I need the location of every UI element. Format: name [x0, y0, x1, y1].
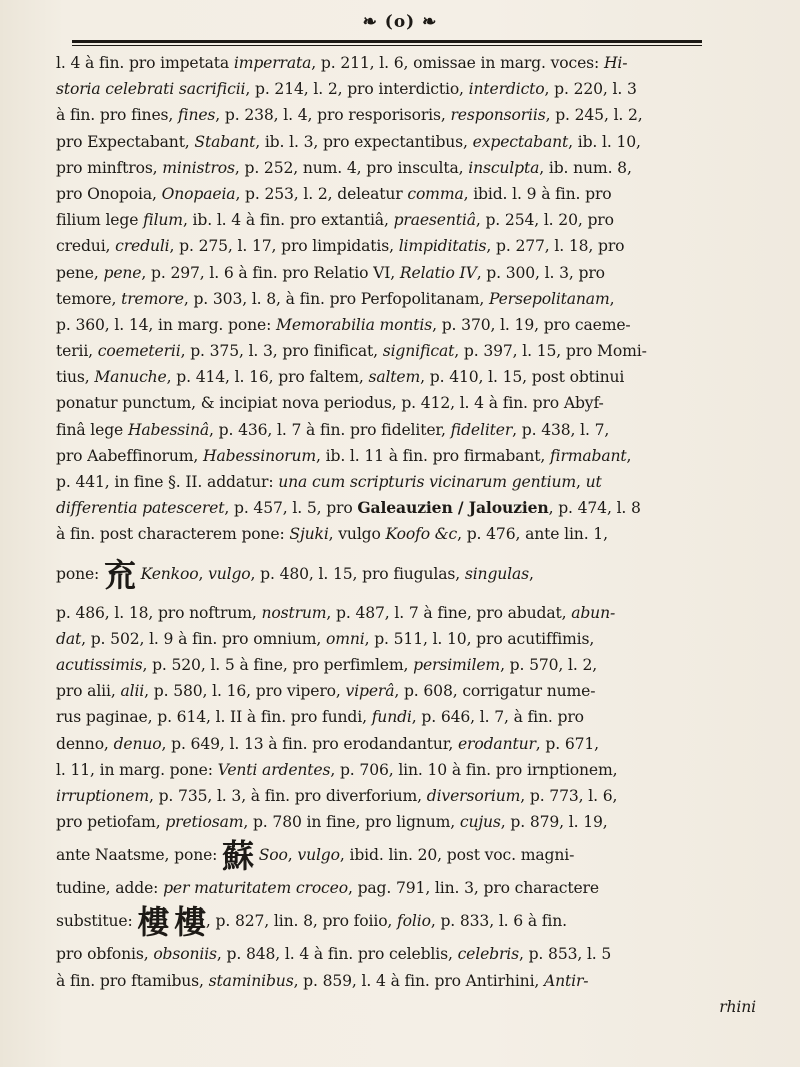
text-segment: , pag. 791, lin. 3, pro charactere: [347, 879, 599, 898]
italic-correction: Memorabilia montis: [276, 315, 433, 334]
text-segment: , p. 245, l. 2,: [545, 106, 643, 125]
text-segment: , p. 436, l. 7 à fin. pro fideliter,: [209, 420, 451, 439]
italic-correction: abun-: [571, 603, 616, 622]
italic-correction: fideliter: [450, 420, 513, 439]
text-segment: , ib. l. 11 à fin. pro firmabant,: [316, 446, 550, 465]
italic-correction: denuo: [113, 734, 162, 753]
text-segment: pone:: [56, 564, 104, 583]
text-segment: , p. 238, l. 4, pro resporisoris,: [215, 106, 451, 125]
italic-correction: omni: [325, 629, 365, 648]
text-segment: , p. 502, l. 9 à fin. pro omnium,: [81, 629, 326, 648]
chinese-character-glyph: 蘇: [222, 837, 254, 876]
text-segment: pro alii,: [56, 682, 121, 701]
text-segment: finâ lege: [56, 420, 128, 439]
italic-correction: pretiosam: [165, 813, 244, 832]
text-segment: temore,: [56, 289, 122, 308]
text-segment: , p. 833, l. 6 à fin.: [430, 912, 567, 931]
text-line: [56, 443, 756, 469]
text-line: [56, 678, 756, 704]
text-segment: pro Expectabant,: [56, 132, 195, 151]
text-segment: , p. 211, l. 6, omissae in marg. voces:: [311, 54, 604, 72]
text-segment: , p. 671,: [535, 734, 599, 753]
italic-correction: cujus: [459, 813, 501, 832]
text-line: [56, 390, 756, 416]
italic-correction: irruptionem: [56, 786, 149, 805]
italic-correction: rhini: [719, 997, 756, 1016]
text-segment: , p. 773, l. 6,: [520, 786, 618, 805]
chinese-character-glyph: 樓: [174, 903, 206, 942]
text-segment: , p. 457, l. 5, pro: [224, 499, 358, 518]
text-segment: l. 4 à fin. pro impetata: [56, 54, 234, 72]
chinese-character-glyph: 樓: [137, 903, 170, 942]
text-segment: , p. 300, l. 3, pro: [476, 263, 605, 282]
text-line: [56, 495, 756, 521]
text-segment: ,: [626, 446, 632, 465]
italic-correction: dat: [56, 629, 82, 648]
text-segment: pro minftros,: [56, 158, 163, 177]
text-segment: , p. 487, l. 7 à fine, pro abudat,: [326, 603, 572, 622]
text-line: [56, 417, 756, 443]
italic-correction: Manuche: [94, 368, 167, 387]
italic-correction: celebris: [457, 945, 519, 964]
text-line: [56, 469, 756, 495]
italic-correction: Soo: [258, 846, 288, 865]
italic-correction: Hi-: [603, 54, 628, 72]
italic-correction: saltem: [368, 368, 421, 387]
text-segment: , ibid. lin. 20, post voc. magni-: [339, 846, 575, 865]
text-segment: , p. 303, l. 8, à fin. pro Perfopolitanam,: [183, 289, 489, 308]
text-segment: , p. 370, l. 19, pro caeme-: [432, 315, 631, 334]
text-line: [56, 757, 756, 783]
text-segment: , p. 827, lin. 8, pro foiio,: [205, 912, 398, 931]
text-segment: , p. 414, l. 16, pro faltem,: [166, 368, 369, 387]
text-line: [56, 364, 756, 390]
text-segment: , p. 474, l. 8: [548, 499, 641, 518]
text-segment: , ibid. l. 9 à fin. pro: [463, 184, 612, 203]
italic-correction: praesentiâ: [393, 211, 476, 230]
text-segment: , ib. l. 10,: [568, 132, 641, 151]
text-line: [56, 233, 756, 259]
italic-correction: differentia patesceret: [56, 499, 225, 518]
text-segment: l. 11, in marg. pone:: [56, 760, 218, 779]
text-line: [56, 652, 756, 678]
text-segment: , p. 375, l. 3, pro finificat,: [180, 342, 383, 361]
text-line: [56, 600, 756, 626]
chinese-character-glyph: 㐬: [103, 555, 136, 594]
text-segment: , p. 397, l. 15, pro Momi-: [454, 342, 647, 361]
text-line: [56, 338, 756, 364]
italic-correction: interdicto: [468, 80, 545, 99]
italic-correction: comma: [407, 184, 464, 203]
header-rule: [72, 40, 702, 43]
header-ornament: ❧ (o) ❧: [362, 12, 438, 32]
text-segment: p. 486, l. 18, pro noftrum,: [56, 603, 262, 622]
text-segment: ,: [529, 564, 534, 583]
text-line: [56, 809, 756, 835]
text-segment: , p. 859, l. 4 à fin. pro Antirhini,: [293, 971, 545, 990]
text-line: [56, 835, 756, 875]
text-segment: pro Onopoia,: [56, 184, 162, 203]
italic-correction: expectabant: [472, 132, 569, 151]
text-segment: , p. 476, ante lin. 1,: [457, 525, 608, 544]
italic-correction: folio: [397, 912, 431, 931]
text-segment: à fin. pro fines,: [56, 106, 178, 125]
italic-correction: filum: [143, 211, 183, 230]
italic-correction: Onopaeia: [161, 184, 236, 203]
italic-correction: Venti ardentes: [217, 760, 331, 779]
text-line: [56, 941, 756, 967]
italic-correction: vulgo: [297, 846, 340, 865]
text-segment: , ib. l. 4 à fin. pro extantiâ,: [182, 211, 394, 230]
italic-correction: tremore: [121, 289, 184, 308]
italic-correction: Antir-: [544, 971, 589, 990]
text-line: [56, 626, 756, 652]
text-segment: , p. 520, l. 5 à fine, pro perfimlem,: [142, 655, 414, 674]
italic-correction: imperrata: [233, 54, 312, 72]
text-segment: ,: [576, 473, 586, 491]
text-segment: , p. 275, l. 17, pro limpidatis,: [169, 237, 399, 256]
text-line: [56, 102, 756, 128]
text-segment: substitue:: [56, 912, 138, 931]
text-line: [56, 50, 756, 76]
italic-correction: Kenkoo: [140, 564, 199, 583]
italic-correction: Relatio IV: [399, 263, 477, 282]
italic-correction: nostrum: [261, 603, 327, 622]
text-segment: pene,: [56, 263, 104, 282]
italic-correction: Sjuki: [289, 525, 329, 544]
text-line: [56, 704, 756, 730]
italic-correction: storia celebrati sacrificii: [56, 80, 246, 99]
text-line: [56, 129, 756, 155]
text-line: [56, 521, 756, 547]
gothic-text: Galeauzien / Jalouzien: [357, 498, 549, 518]
text-segment: , p. 780 in fine, pro lignum,: [243, 813, 460, 832]
errata-text: [56, 50, 756, 1020]
page-header: [0, 6, 800, 36]
italic-correction: firmabant: [549, 446, 627, 465]
italic-correction: Stabant: [194, 132, 256, 151]
text-segment: tudine, adde:: [56, 879, 164, 898]
text-line: [56, 76, 756, 102]
text-segment: , p. 438, l. 7,: [512, 420, 610, 439]
text-segment: , p. 570, l. 2,: [500, 655, 598, 674]
text-segment: , p. 649, l. 13 à fin. pro erodandantur,: [161, 734, 458, 753]
text-line: [56, 731, 756, 757]
text-segment: rus paginae, p. 614, l. II à fin. pro fundi,: [56, 708, 372, 727]
text-segment: , ib. l. 3, pro expectantibus,: [255, 132, 473, 151]
text-segment: , p. 511, l. 10, pro acutiffimis,: [364, 629, 595, 648]
italic-correction: staminibus: [208, 971, 294, 990]
italic-correction: acutissimis: [56, 655, 143, 674]
text-line: [56, 548, 756, 600]
text-line: [56, 286, 756, 312]
text-segment: filium lege: [56, 211, 144, 230]
text-line: [56, 155, 756, 181]
text-segment: p. 360, l. 14, in marg. pone:: [56, 315, 277, 334]
italic-correction: una cum scripturis vicinarum gentium: [278, 473, 576, 491]
text-segment: à fin. post characterem pone:: [56, 525, 290, 544]
text-segment: à fin. pro ftamibus,: [56, 971, 209, 990]
italic-correction: alii: [120, 682, 145, 701]
italic-correction: responsoriis: [450, 106, 546, 125]
text-segment: , vulgo: [328, 525, 386, 544]
text-segment: tius,: [56, 368, 95, 387]
text-segment: , p. 254, l. 20, pro: [475, 211, 614, 230]
text-segment: , p. 252, num. 4, pro insculta,: [234, 158, 469, 177]
text-segment: , ib. num. 8,: [539, 158, 632, 177]
text-line: [56, 181, 756, 207]
italic-correction: persimilem: [413, 655, 501, 674]
text-segment: , p. 608, corrigatur nume-: [394, 682, 596, 701]
text-line: [56, 901, 756, 941]
italic-correction: Habessinâ: [127, 420, 210, 439]
text-line: [56, 875, 756, 901]
text-line: [56, 968, 756, 994]
text-segment: , p. 480, l. 15, pro fiugulas,: [250, 564, 465, 583]
text-segment: , p. 853, l. 5: [518, 945, 612, 964]
italic-correction: significat: [382, 342, 455, 361]
italic-correction: Habessinorum: [203, 446, 317, 465]
italic-correction: pene: [103, 263, 142, 282]
text-segment: pro obfonis,: [56, 945, 154, 964]
text-segment: , p. 735, l. 3, à fin. pro diverforium,: [148, 786, 427, 805]
text-segment: , p. 706, lin. 10 à fin. pro irnptionem,: [330, 760, 618, 779]
text-segment: , p. 253, l. 2, deleatur: [235, 184, 408, 203]
text-segment: ,: [198, 564, 209, 583]
italic-correction: vulgo: [208, 564, 251, 583]
italic-correction: coemeterii: [97, 342, 181, 361]
text-segment: , p. 277, l. 18, pro: [486, 237, 625, 256]
text-segment: p. 441, in fine §. II. addatur:: [56, 473, 279, 491]
text-segment: pro petiofam,: [56, 813, 166, 832]
italic-correction: fundi: [371, 708, 412, 727]
text-segment: , p. 879, l. 19,: [500, 813, 608, 832]
header-rule-thin: [72, 45, 702, 46]
text-line: [56, 994, 756, 1020]
italic-correction: limpiditatis: [398, 237, 487, 256]
italic-correction: fines: [178, 106, 216, 125]
text-segment: , p. 220, l. 3: [544, 80, 637, 99]
text-segment: , p. 410, l. 15, post obtinui: [420, 368, 625, 387]
italic-correction: obsoniis: [153, 945, 217, 964]
italic-correction: erodantur: [457, 734, 536, 753]
text-line: [56, 207, 756, 233]
italic-correction: Koofo &c: [385, 525, 458, 544]
text-segment: , p. 646, l. 7, à fin. pro: [411, 708, 584, 727]
text-segment: , p. 580, l. 16, pro vipero,: [144, 682, 346, 701]
text-segment: ,: [287, 846, 298, 865]
text-line: [56, 312, 756, 338]
italic-correction: singulas: [464, 564, 530, 583]
italic-correction: ut: [585, 473, 602, 491]
italic-correction: insculpta: [468, 158, 540, 177]
text-segment: denno,: [56, 734, 114, 753]
text-segment: , p. 214, l. 2, pro interdictio,: [245, 80, 469, 99]
text-segment: ante Naatsme, pone:: [56, 846, 223, 865]
italic-correction: Persepolitanam: [488, 289, 610, 308]
italic-correction: diversorium: [426, 786, 521, 805]
text-segment: , p. 297, l. 6 à fin. pro Relatio VI,: [141, 263, 400, 282]
text-segment: ponatur punctum, & incipiat nova periodus, p. 412, l. 4 à fin. pro Abyf-: [56, 394, 604, 413]
text-segment: ,: [609, 289, 615, 308]
italic-correction: viperâ: [345, 682, 395, 701]
text-segment: terii,: [56, 342, 98, 361]
italic-correction: ministros: [162, 158, 235, 177]
italic-correction: creduli: [115, 237, 170, 256]
italic-correction: per maturitatem croceo: [163, 879, 348, 898]
text-segment: credui,: [56, 237, 116, 256]
text-line: [56, 260, 756, 286]
text-segment: pro Aabeffinorum,: [56, 446, 204, 465]
text-line: [56, 783, 756, 809]
text-segment: , p. 848, l. 4 à fin. pro celeblis,: [216, 945, 458, 964]
